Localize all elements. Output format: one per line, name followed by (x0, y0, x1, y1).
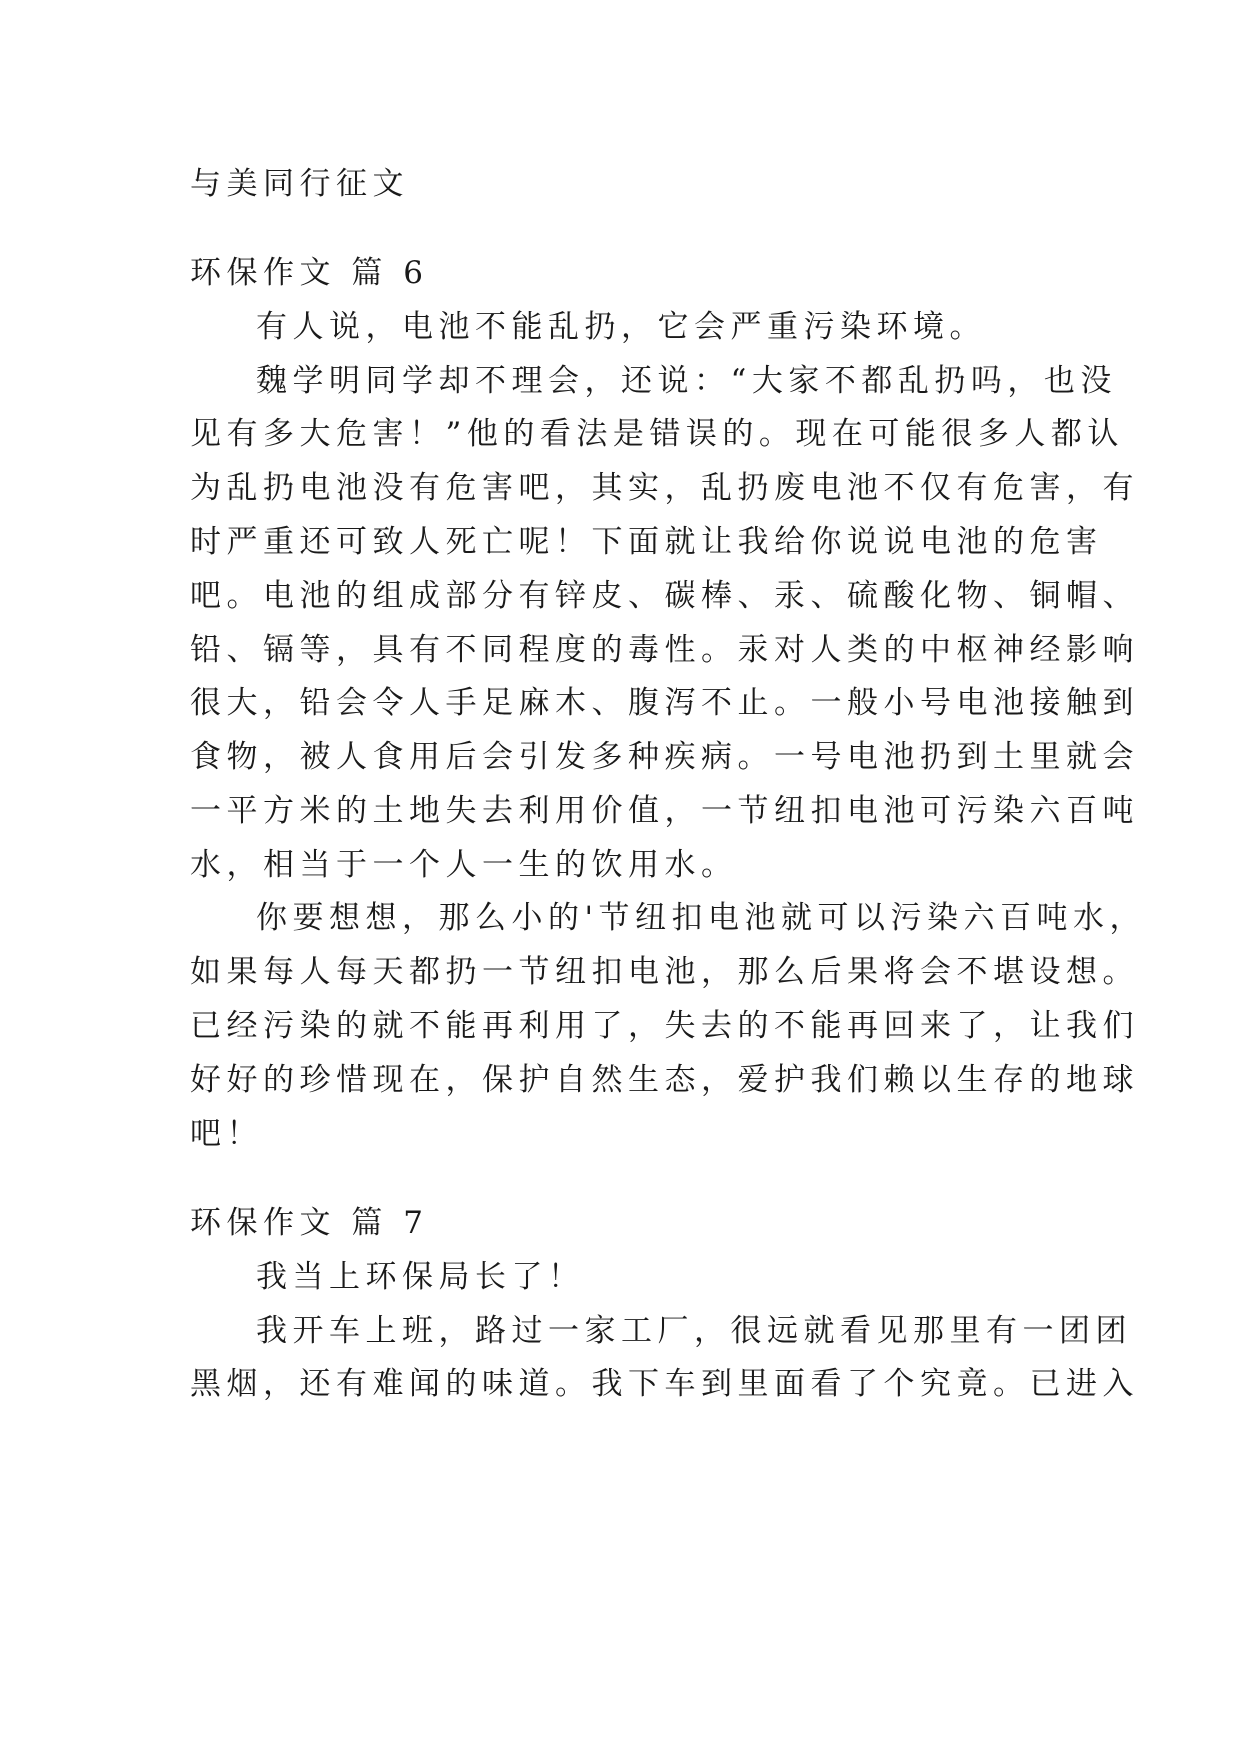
paragraph-line: 我当上环保局长了！ (256, 1259, 585, 1295)
section-heading: 环保作文 篇 6 (190, 255, 429, 291)
paragraph-line: 食物，被人食用后会引发多种疾病。一号电池扔到土里就会 (190, 739, 1139, 775)
paragraph-line: 时严重还可致人死亡呢！下面就让我给你说说电池的危害 (190, 524, 1103, 560)
paragraph-line: 水，相当于一个人一生的饮用水。 (190, 847, 738, 883)
paragraph-line: 为乱扔电池没有危害吧，其实，乱扔废电池不仅有危害，有 (190, 470, 1139, 506)
paragraph-line: 已经污染的就不能再利用了，失去的不能再回来了，让我们 (190, 1008, 1139, 1044)
paragraph-line: 吧！ (190, 1116, 263, 1152)
paragraph-line: 一平方米的土地失去利用价值，一节纽扣电池可污染六百吨 (190, 793, 1139, 829)
paragraph-line: 有人说，电池不能乱扔，它会严重污染环境。 (256, 309, 986, 345)
paragraph-line: 魏学明同学却不理会，还说：“大家不都乱扔吗，也没 (256, 363, 1117, 399)
paragraph-line: 很大，铅会令人手足麻木、腹泻不止。一般小号电池接触到 (190, 685, 1139, 721)
paragraph-line: 好好的珍惜现在，保护自然生态，爱护我们赖以生存的地球 (190, 1062, 1139, 1098)
paragraph-line: 吧。电池的组成部分有锌皮、碳棒、汞、硫酸化物、铜帽、 (190, 578, 1139, 614)
paragraph-line: 我开车上班，路过一家工厂，很远就看见那里有一团团 (256, 1313, 1132, 1349)
paragraph-line: 铅、镉等，具有不同程度的毒性。汞对人类的中枢神经影响 (190, 632, 1139, 668)
paragraph-line: 如果每人每天都扔一节纽扣电池，那么后果将会不堪设想。 (190, 954, 1139, 990)
document-title: 与美同行征文 (190, 166, 409, 202)
paragraph-line: 见有多大危害！”他的看法是错误的。现在可能很多人都认 (190, 416, 1124, 452)
paragraph-line: 你要想想，那么小的'节纽扣电池就可以污染六百吨水， (256, 900, 1147, 936)
section-heading: 环保作文 篇 7 (190, 1205, 429, 1241)
paragraph-line: 黑烟，还有难闻的味道。我下车到里面看了个究竟。已进入 (190, 1366, 1139, 1402)
